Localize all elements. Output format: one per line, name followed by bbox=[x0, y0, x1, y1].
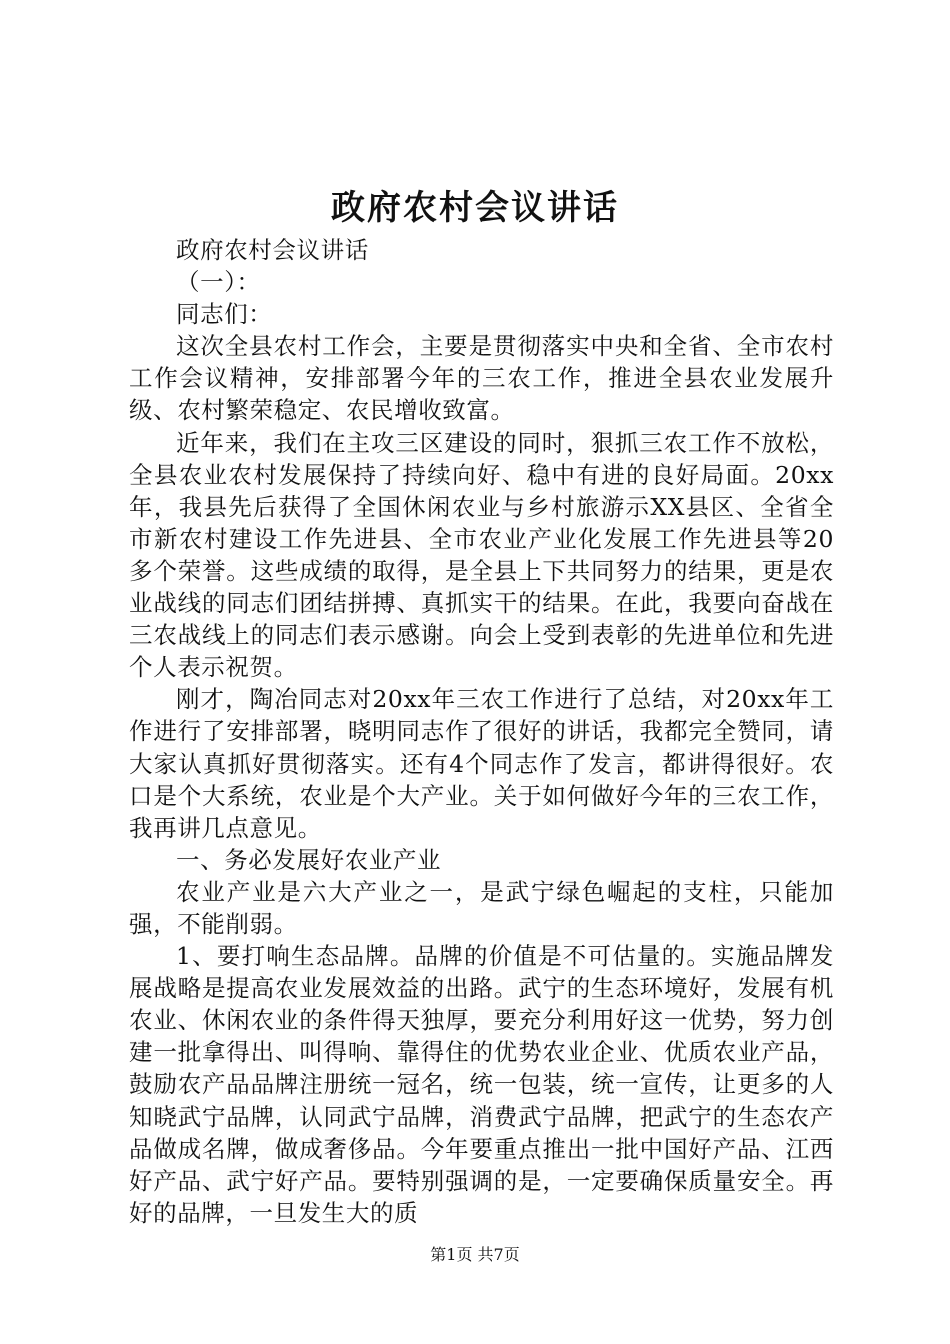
body-paragraph: 同志们： bbox=[176, 300, 273, 329]
body-paragraph: 农业产业是六大产业之一，是武宁绿色崛起的支柱，只能加强，不能削弱。 bbox=[129, 877, 834, 938]
body-paragraph: 政府农村会议讲话 bbox=[176, 236, 369, 264]
document-title: 政府农村会议讲话 bbox=[331, 188, 619, 228]
body-paragraph: 近年来，我们在主攻三区建设的同时，狠抓三农工作不放松，全县农业农村发展保持了持续向好、稳中有进的良好局面。20xx年，我县先后获得了全国休闲农业与乡村旅游示XX县区、全省全市新农村建设工作先进县、全市农业产业化发展工作先进县等20多个荣誉。这些成绩的取得，是全县上下共同努力的结果，更是农业战线的同志们团结拼搏、真抓实干的结果。在此，我要向奋战在三农战线上的同志们表示感谢。向会上受到表彰的先进单位和先进个人表示祝贺。 bbox=[129, 428, 834, 682]
body-paragraph: 刚才，陶冶同志对20xx年三农工作进行了总结，对20xx年工作进行了安排部署，晓明同志作了很好的讲话，我都完全赞同，请大家认真抓好贯彻落实。还有4个同志作了发言，都讲得很好。农口是个大系统，农业是个大产业。关于如何做好今年的三农工作，我再讲几点意见。 bbox=[129, 685, 834, 842]
body-paragraph: 1、要打响生态品牌。品牌的价值是不可估量的。实施品牌发展战略是提高农业发展效益的出路。武宁的生态环境好，发展有机农业、休闲农业的条件得天独厚，要充分利用好这一优势，努力创建一批拿得出、叫得响、靠得住的优势农业企业、优质农业产品，鼓励农产品品牌注册统一冠名，统一包装，统一宣传，让更多的人知晓武宁品牌，认同武宁品牌，消费武宁品牌，把武宁的生态农产品做成名牌，做成奢侈品。今年要重点推出一批中国好产品、江西好产品、武宁好产品。要特别强调的是，一定要确保质量安全。再好的品牌，一旦发生大的质 bbox=[129, 942, 834, 1227]
page-footer bbox=[0, 1244, 950, 1266]
document-body bbox=[129, 234, 834, 1229]
body-paragraph: 这次全县农村工作会，主要是贯彻落实中央和全省、全市农村工作会议精神，安排部署今年的三农工作，推进全县农业发展升级、农村繁荣稳定、农民增收致富。 bbox=[129, 332, 834, 425]
section-heading: 一、务必发展好农业产业 bbox=[176, 845, 442, 874]
page-number: 第1页 共7页 bbox=[430, 1245, 520, 1264]
body-paragraph: （一）： bbox=[176, 268, 261, 297]
